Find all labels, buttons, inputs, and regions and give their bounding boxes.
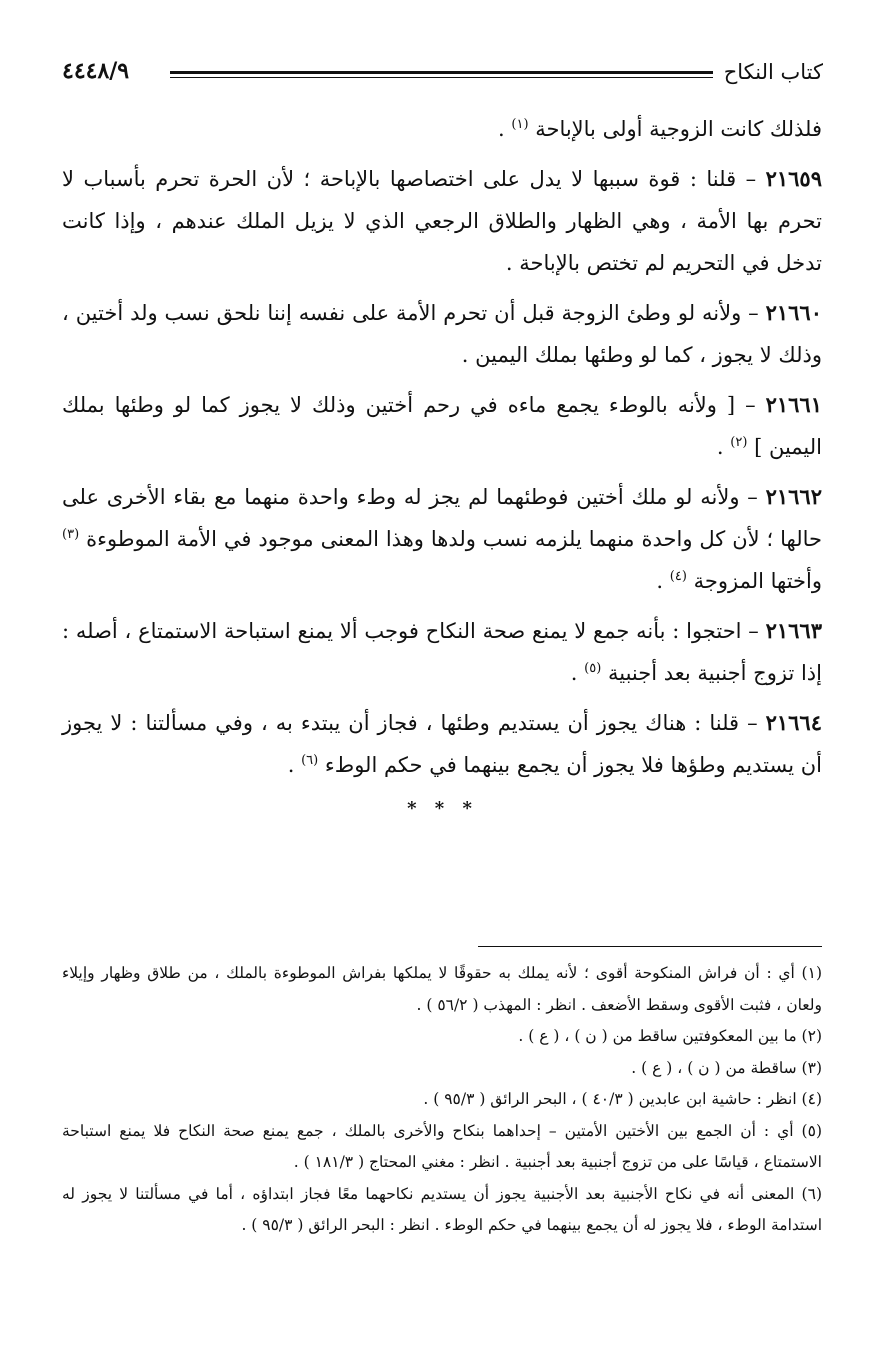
chapter-title: كتاب النكاح bbox=[723, 60, 823, 84]
paragraph-21659 bbox=[62, 158, 822, 284]
paragraph-text: – [ ولأنه بالوطء يجمع ماءه في رحم أختين وذلك لا يجوز كما لو وطئها بملك اليمين ] bbox=[62, 393, 822, 459]
header-rule-thick bbox=[170, 71, 713, 74]
paragraph-end: . bbox=[498, 117, 505, 141]
footnote-2: (٢) ما بين المعكوفتين ساقط من ( ن ) ، ( ع ) . bbox=[518, 1027, 822, 1045]
footnote-ref: (١) bbox=[511, 117, 529, 132]
paragraph-text: – احتجوا : بأنه جمع لا يمنع صحة النكاح فوجب ألا يمنع استباحة الاستمتاع ، أصله : إذا تزوج أجنبية بعد أجنبية bbox=[62, 619, 822, 685]
paragraph-text: – قلنا : هناك يجوز أن يستديم وطئها ، فجاز أن يبتدء به ، وفي مسألتنا : لا يجوز أن يستديم وطؤها فلا يجوز أن يجمع بينهما في حكم الوطء bbox=[62, 711, 822, 777]
paragraph-21663 bbox=[62, 610, 822, 694]
footnote-6: (٦) المعنى أنه في نكاح الأجنبية بعد الأجنبية يجوز أن يستديم نكاحهما معًا فجاز ابتداؤه ، أما في مسألتنا لا يجوز له استدامة الوطء ، فلا يجوز له أن يجمع بينهما في حكم الوطء . انظر : البحر الرائق ( ٩٥/٣ ) . bbox=[62, 1184, 822, 1234]
footnote-divider bbox=[478, 946, 822, 947]
page-number: ٤٤٤٨/٩ bbox=[62, 58, 130, 84]
paragraph-end: . bbox=[716, 435, 724, 459]
paragraph-text: – ولأنه لو وطئ الزوجة قبل أن تحرم الأمة على نفسه إننا نلحق نسب ولد أختين ، وذلك لا يجوز ، كما لو وطئها بملك اليمين . bbox=[62, 301, 822, 367]
footnote-5: (٥) أي : أن الجمع بين الأختين الأمتين – إحداهما بنكاح والأخرى بالملك ، جمع يمنع صحة النكاح فلا يمنع استباحة الاستمتاع ، قياسًا على من تزوج أجنبية بعد أجنبية . انظر : مغني المحتاج ( ١٨١/٣ ) . bbox=[62, 1121, 822, 1171]
footnote-ref: (٦) bbox=[301, 753, 319, 768]
footnote-1: (١) أي : أن فراش المنكوحة أقوى ؛ لأنه يملك به حقوقًا لا يملكها بفراش الموطوءة بالملك ، من طلاق وظهار وإيلاء ولعان ، فثبت الأقوى وسقط الأضعف . انظر : المهذب ( ٥٦/٢ ) . bbox=[62, 964, 822, 1014]
footnote-ref: (٥) bbox=[584, 661, 602, 676]
paragraph-number: ٢١٦٦١ bbox=[765, 392, 822, 417]
paragraph-end: . bbox=[570, 661, 578, 685]
paragraph-text: فلذلك كانت الزوجية أولى بالإباحة bbox=[535, 117, 822, 141]
paragraph-21660 bbox=[62, 292, 822, 376]
paragraph-21662 bbox=[62, 476, 822, 602]
footnote-ref: (٤) bbox=[669, 569, 687, 584]
paragraph-end: . bbox=[656, 569, 664, 593]
paragraph-number: ٢١٦٦٣ bbox=[765, 618, 822, 643]
paragraph-number: ٢١٦٦٤ bbox=[765, 710, 822, 735]
footnote-ref: (٣) bbox=[62, 527, 80, 542]
footnote-3: (٣) ساقطة من ( ن ) ، ( ع ) . bbox=[631, 1058, 822, 1077]
paragraph-number: ٢١٦٦٢ bbox=[765, 484, 822, 509]
paragraph-text: وأختها المزوجة bbox=[693, 569, 822, 593]
header-rule-thin bbox=[170, 77, 713, 78]
paragraph-text: – ولأنه لو ملك أختين فوطئهما لم يجز له وطء واحدة منهما مع بقاء الأخرى على حالها ؛ لأن كل واحدة منهما يلزمه نسب ولدها وهذا المعنى موجود في الأمة الموطوءة bbox=[62, 485, 822, 551]
footnotes bbox=[62, 958, 822, 1242]
paragraph-number: ٢١٦٦٠ bbox=[765, 300, 822, 325]
paragraph-end: . bbox=[287, 753, 295, 777]
section-separator: * * * bbox=[407, 798, 478, 819]
paragraph-21664 bbox=[62, 702, 822, 786]
paragraph-21661 bbox=[62, 384, 822, 468]
footnote-4: (٤) انظر : حاشية ابن عابدين ( ٤٠/٣ ) ، البحر الرائق ( ٩٥/٣ ) . bbox=[423, 1090, 822, 1108]
page-header bbox=[62, 58, 823, 88]
paragraph-number: ٢١٦٥٩ bbox=[765, 166, 822, 191]
paragraph-0 bbox=[62, 108, 822, 150]
main-text bbox=[62, 108, 822, 794]
paragraph-text: – قلنا : قوة سببها لا يدل على اختصاصها بالإباحة ؛ لأن الحرة تحرم بأسباب لا تحرم بها الأمة ، وهي الظهار والطلاق الرجعي الذي لا يزيل الملك عندهم ، وإذا كانت تدخل في التحريم لم تختص بالإباحة . bbox=[62, 167, 822, 275]
footnote-ref: (٢) bbox=[730, 435, 748, 450]
